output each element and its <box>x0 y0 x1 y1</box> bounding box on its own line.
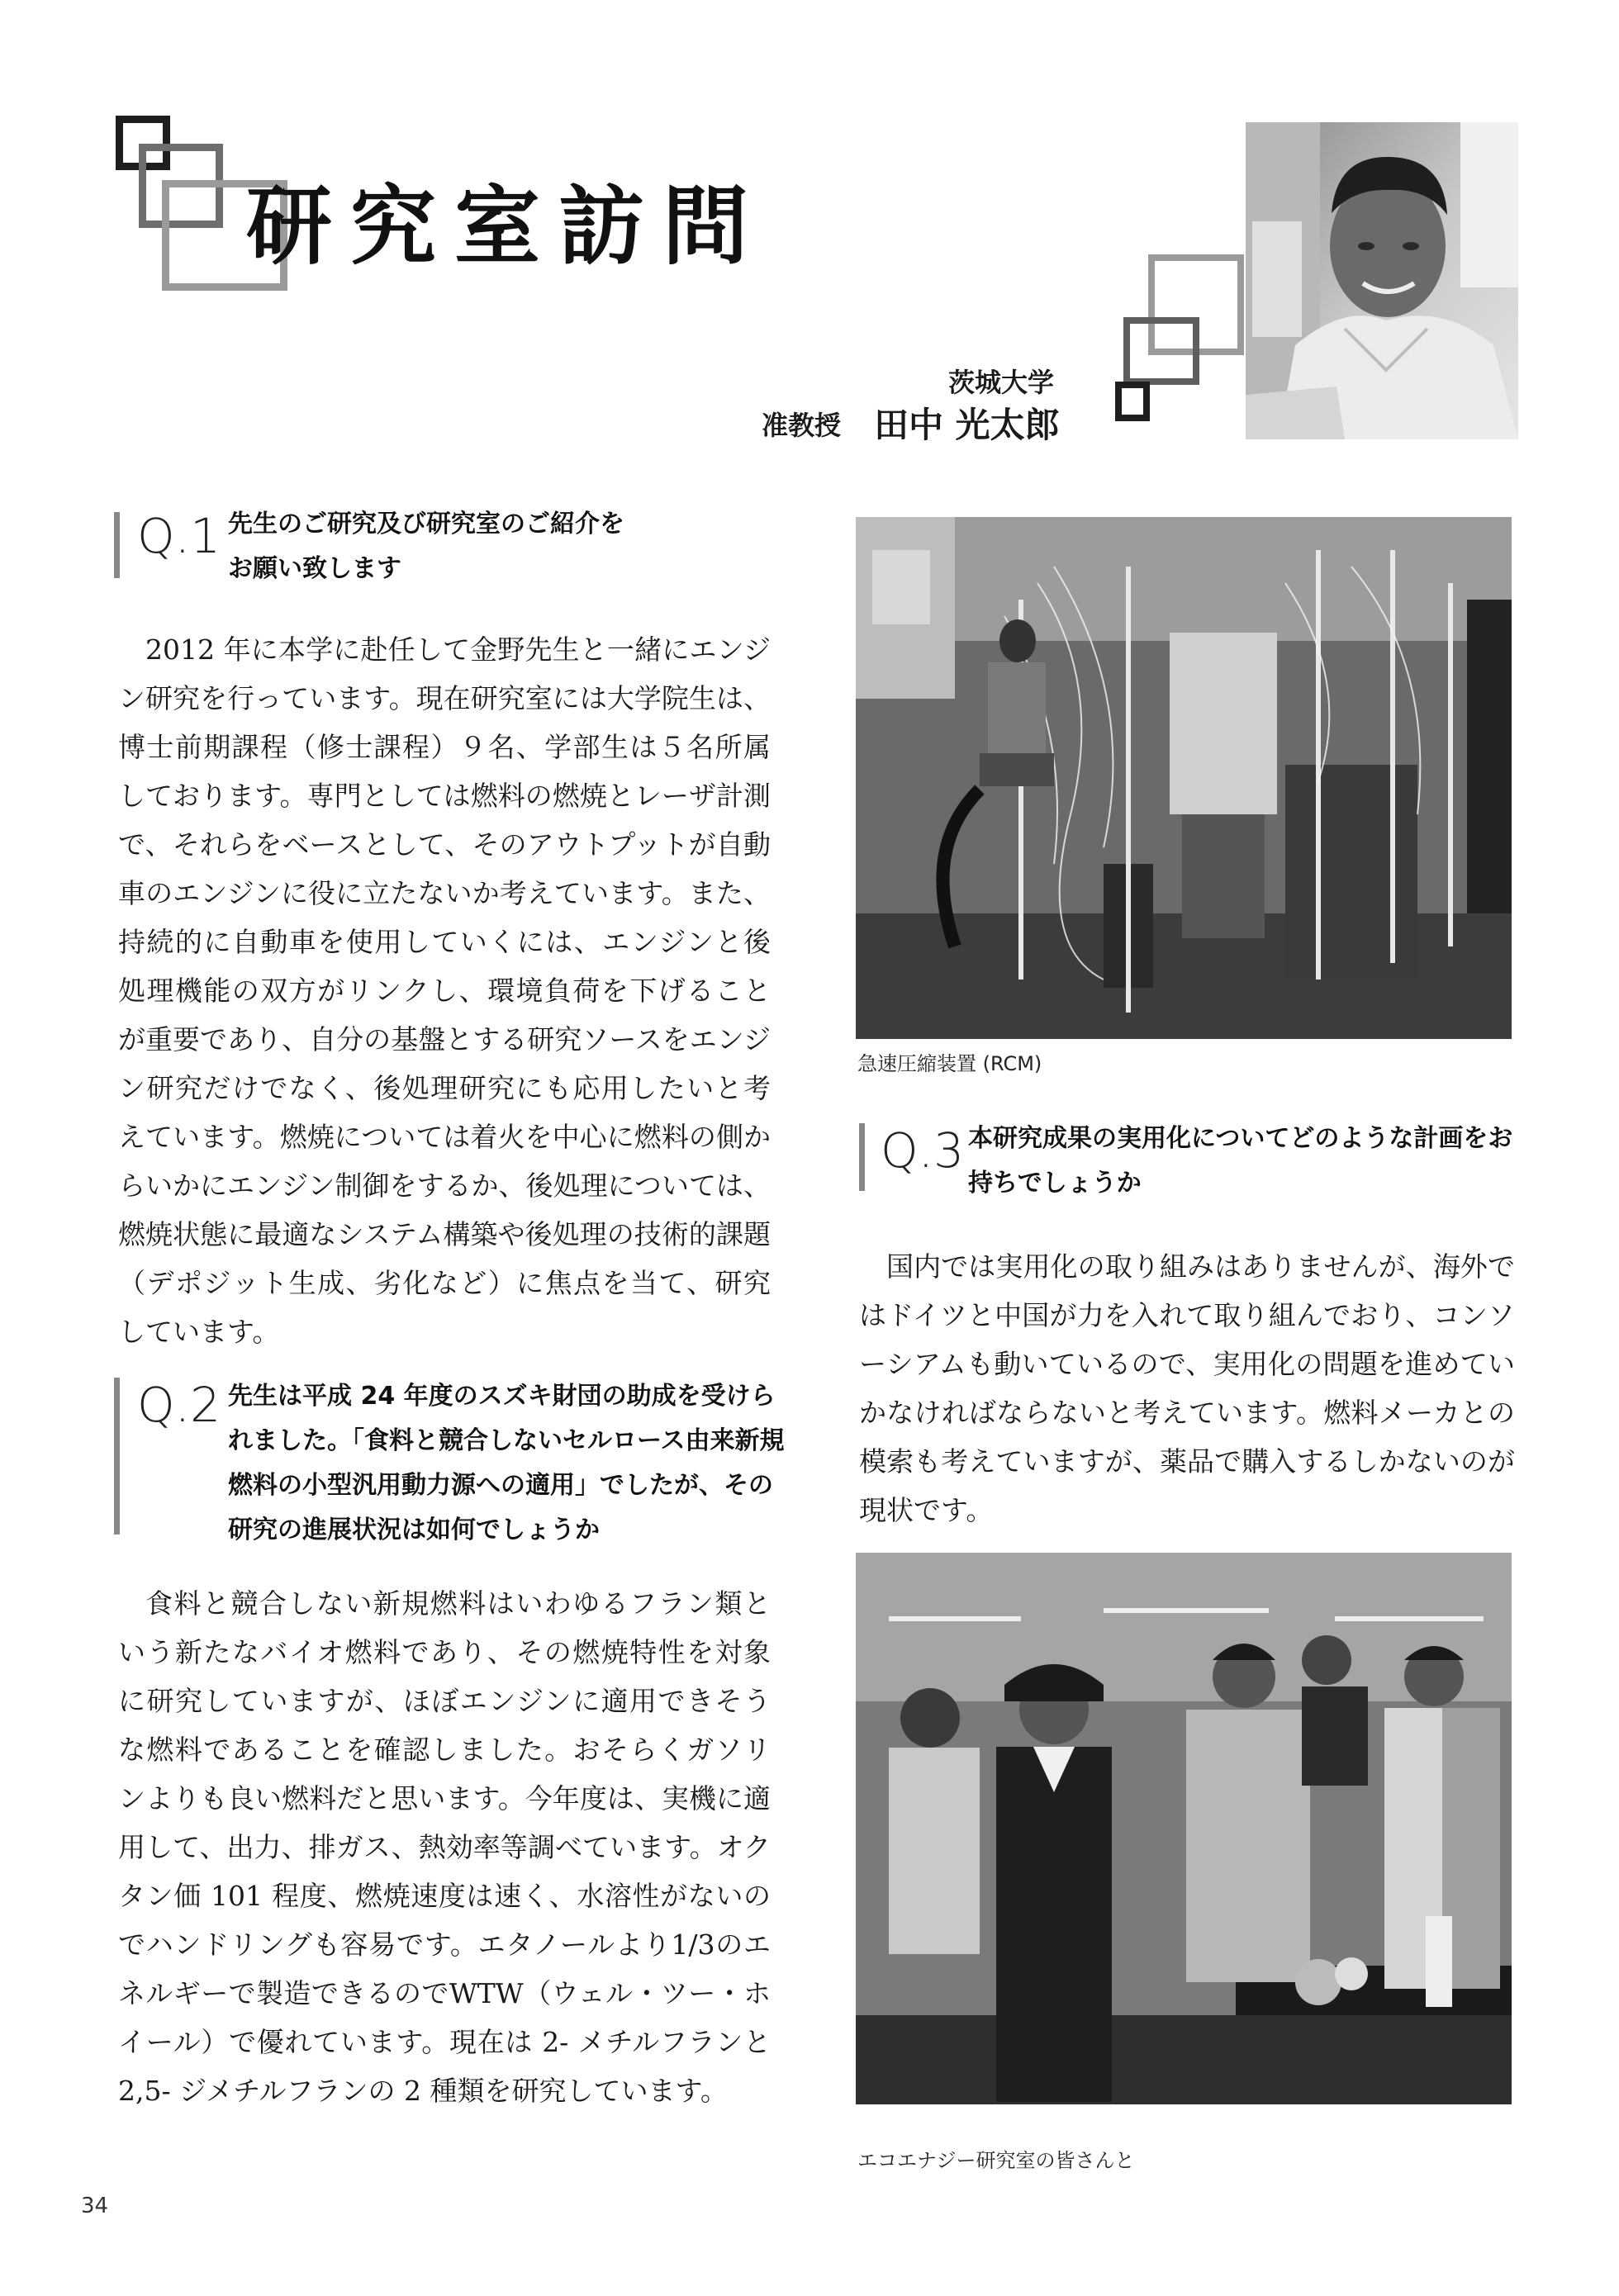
group-caption: エコエナジー研究室の皆さんと <box>857 2149 1135 2172</box>
answer-3 <box>859 1242 1515 1535</box>
author-university: 茨城大学 <box>947 367 1054 398</box>
question-line: 先生は平成 24 年度のスズキ財団の助成を受けら <box>228 1382 776 1411</box>
question-bar <box>114 512 120 578</box>
question-line: 先生のご研究及び研究室のご紹介を <box>228 510 624 538</box>
page-title: 研究室訪問 <box>246 176 767 277</box>
question-line: 本研究成果の実用化についてどのような計画をお <box>968 1124 1513 1153</box>
answer-2 <box>118 1579 771 2115</box>
question-line: 持ちでしょうか <box>968 1169 1142 1198</box>
question-line: お願い致します <box>228 554 401 583</box>
answer-paragraph: 食料と競合しない新規燃料はいわゆるフラン類という新たなバイオ燃料であり、その燃焼特性を対象に研究していますが、ほぼエンジンに適用できそうな燃料であることを確認しました。おそらくガソリンよりも良い燃料だと思います。今年度は、実機に適用して、出力、排ガス、熱効率等調べています。オクタン価 101 程度、燃焼速度は速く、水溶性がないのでハンドリングも容易です。エタノールより1/3のエネルギーで製造できるのでWTW（ウェル・ツー・ホイール）で優れています。現在は 2- メチルフランと 2,5- ジメチルフランの 2 種類を研究しています。 <box>118 1587 771 2107</box>
author-name: 田中 光太郎 <box>874 405 1060 445</box>
rcm-caption: 急速圧縮装置 (RCM) <box>857 1052 1042 1075</box>
group-photo <box>856 1553 1512 2104</box>
answer-1 <box>118 625 771 1356</box>
question-text <box>968 1117 1522 1206</box>
question-number: Q.2 <box>137 1377 221 1433</box>
question-line: 研究の進展状況は如何でしょうか <box>228 1516 600 1544</box>
question-text <box>228 502 790 591</box>
question-line: れました。「食料と競合しないセルロース由来新規 <box>228 1426 785 1455</box>
question-bar <box>859 1123 865 1191</box>
question-line: 燃料の小型汎用動力源への適用」でしたが、その <box>228 1471 773 1500</box>
rcm-photo <box>856 517 1512 1039</box>
answer-paragraph: 2012 年に本学に赴任して金野先生と一緒にエンジン研究を行っています。現在研究室には大学院生は、博士前期課程（修士課程）９名、学部生は５名所属しております。専門としては燃料の燃焼とレーザ計測で、それらをベースとして、そのアウトプットが自動車のエンジンに役に立たないか考えています。また、持続的に自動車を使用していくには、エンジンと後処理機能の双方がリンクし、環境負荷を下げることが重要であり、自分の基盤とする研究ソースをエンジン研究だけでなく、後処理研究にも応用したいと考えています。燃焼については着火を中心に燃料の側からいかにエンジン制御をするか、後処理については、燃焼状態に最適なシステム構築や後処理の技術的課題（デポジット生成、劣化など）に焦点を当て、研究しています。 <box>118 633 771 1348</box>
question-text <box>228 1374 798 1553</box>
question-number: Q.3 <box>881 1122 964 1179</box>
page-number: 34 <box>81 2194 109 2218</box>
author-position: 准教授 <box>762 410 842 441</box>
question-bar <box>114 1378 120 1535</box>
answer-paragraph: 国内では実用化の取り組みはありませんが、海外ではドイツと中国が力を入れて取り組んでおり、コンソーシアムも動いているので、実用化の問題を進めていかなければならないと考えています。燃料メーカとの模索も考えていますが、薬品で購入するしかないのが現状です。 <box>859 1250 1515 1526</box>
author-portrait <box>1246 122 1518 439</box>
question-number: Q.1 <box>137 508 221 564</box>
